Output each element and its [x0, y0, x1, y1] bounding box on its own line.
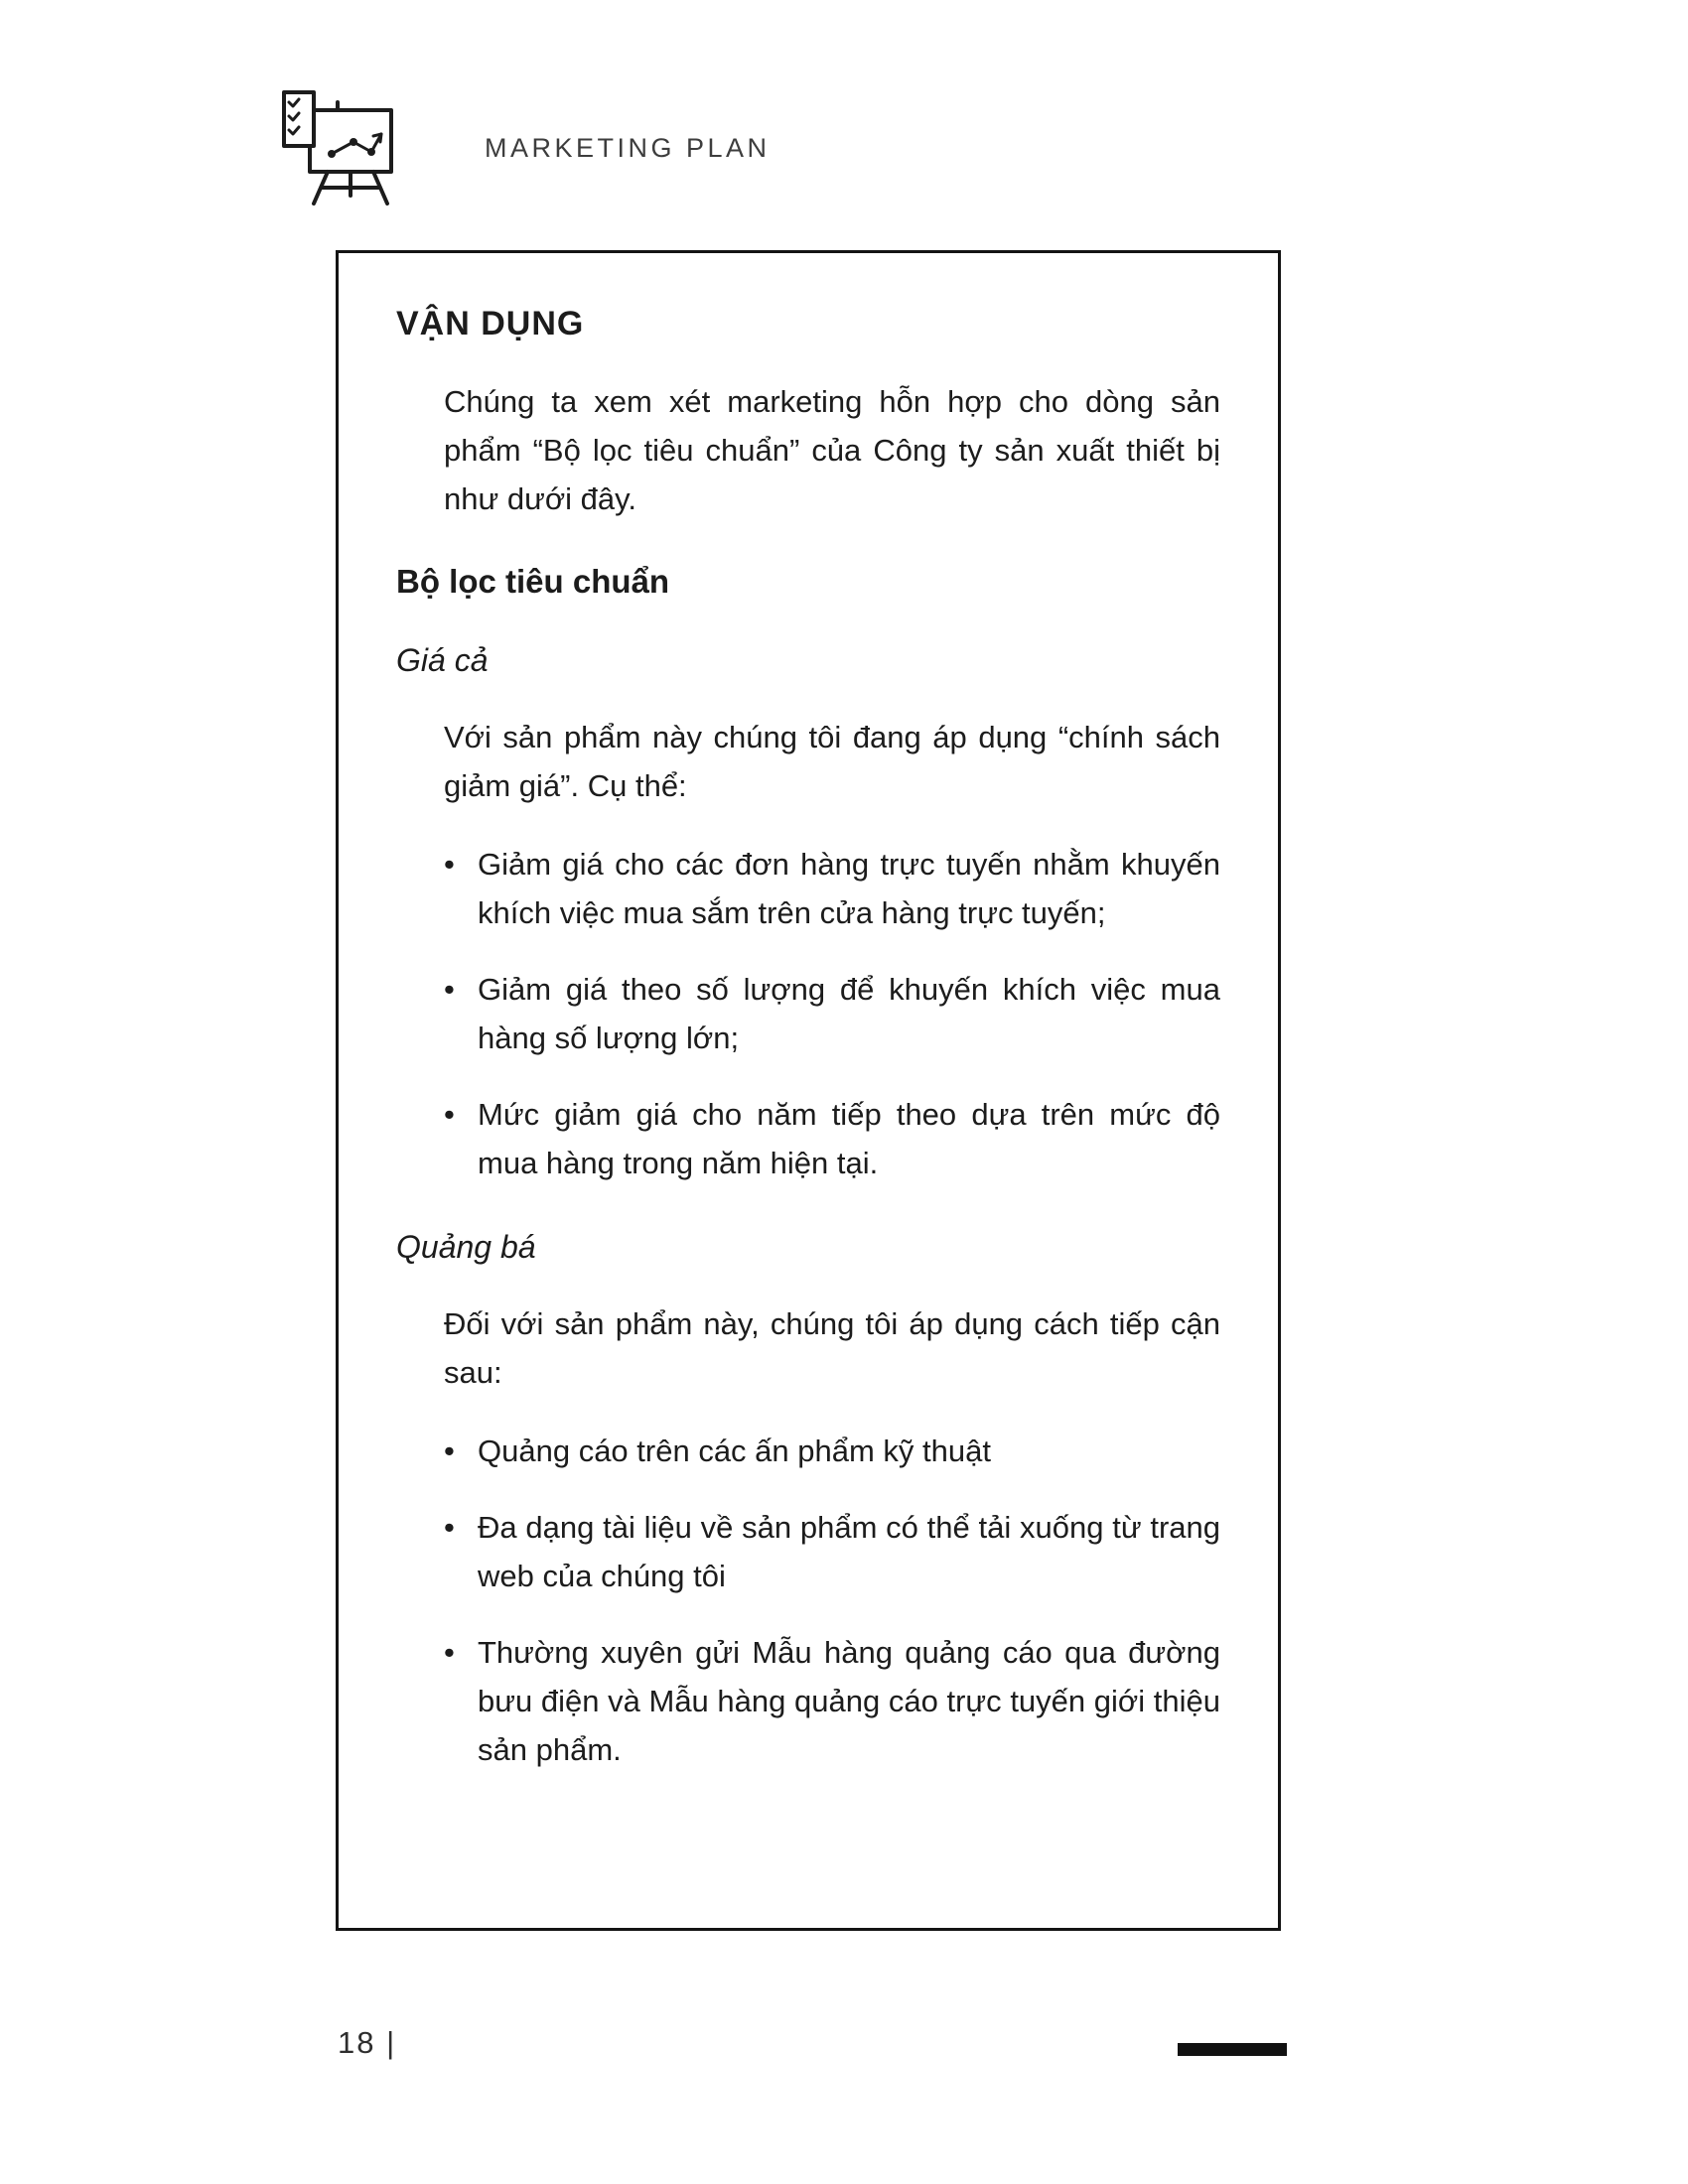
marketing-plan-icon [276, 84, 403, 211]
list-item [444, 840, 1220, 937]
header-title: MARKETING PLAN [485, 132, 771, 163]
bullet-icon: • [444, 1510, 455, 1545]
page-header [276, 84, 771, 211]
list-item [444, 1090, 1220, 1187]
bullet-icon: • [444, 972, 455, 1007]
product-heading: Bộ lọc tiêu chuẩn [396, 563, 670, 600]
box-heading: VẬN DỤNG [396, 305, 585, 342]
list-item [444, 1628, 1220, 1774]
list-item [444, 1503, 1220, 1600]
intro-paragraph: Chúng ta xem xét marketing hỗn hợp cho dòng sản phẩm “Bộ lọc tiêu chuẩn” của Công ty sản xuất thiết bị như dưới đây. [444, 384, 1220, 516]
price-bullet-list [444, 840, 1220, 1187]
promotion-intro-paragraph: Đối với sản phẩm này, chúng tôi áp dụng cách tiếp cận sau: [444, 1306, 1220, 1390]
bullet-text: Giảm giá cho các đơn hàng trực tuyến nhằm khuyến khích việc mua sắm trên cửa hàng trực tuyến; [478, 847, 1220, 930]
footer-rule [1178, 2043, 1287, 2056]
van-dung-box [336, 250, 1281, 1931]
bullet-text: Đa dạng tài liệu về sản phẩm có thể tải xuống từ trang web của chúng tôi [478, 1510, 1220, 1593]
bullet-text: Quảng cáo trên các ấn phẩm kỹ thuật [478, 1433, 991, 1468]
bullet-icon: • [444, 847, 455, 882]
promotion-heading: Quảng bá [396, 1229, 536, 1265]
bullet-icon: • [444, 1635, 455, 1670]
list-item [444, 1427, 1220, 1475]
bullet-text: Mức giảm giá cho năm tiếp theo dựa trên mức độ mua hàng trong năm hiện tại. [478, 1097, 1220, 1180]
page-number: 18 | [338, 2025, 397, 2060]
bullet-text: Thường xuyên gửi Mẫu hàng quảng cáo qua đường bưu điện và Mẫu hàng quảng cáo trực tuyến giới thiệu sản phẩm. [478, 1635, 1220, 1767]
list-item [444, 965, 1220, 1062]
price-heading: Giá cả [396, 642, 489, 678]
bullet-icon: • [444, 1433, 455, 1468]
bullet-icon: • [444, 1097, 455, 1132]
price-intro-paragraph: Với sản phẩm này chúng tôi đang áp dụng “chính sách giảm giá”. Cụ thể: [444, 720, 1220, 803]
promotion-bullet-list [444, 1427, 1220, 1774]
bullet-text: Giảm giá theo số lượng để khuyến khích việc mua hàng số lượng lớn; [478, 972, 1220, 1055]
